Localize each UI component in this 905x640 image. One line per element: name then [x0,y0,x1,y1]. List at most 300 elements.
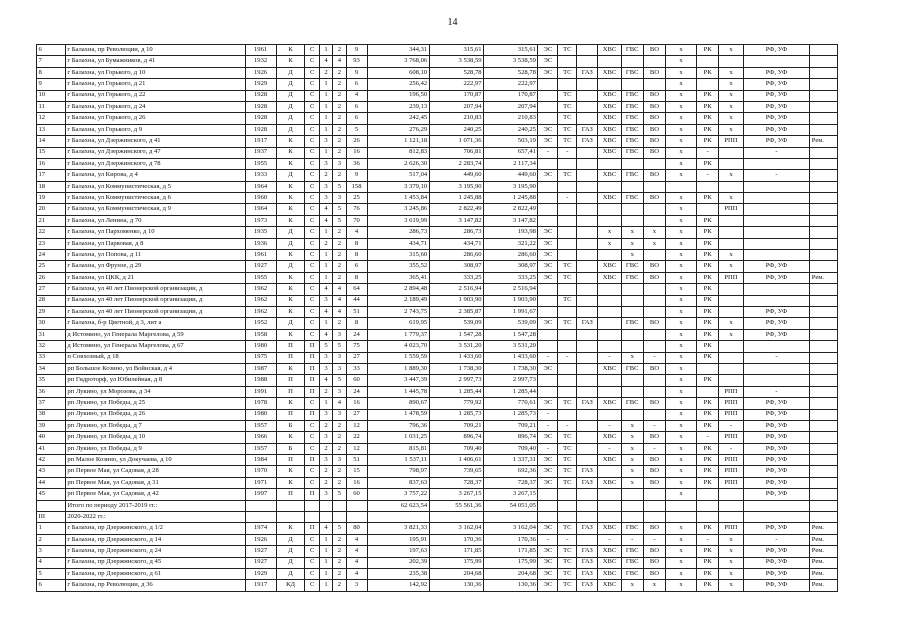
address-cell: г Балахна, ул Попова, д 11 [65,250,245,261]
apartments-cell [346,500,367,511]
floors-cell: 1 [319,318,332,329]
note-cell [810,250,838,261]
utility-hot-water-cell: ГВС [621,523,643,534]
total-area-cell: 365,41 [367,272,429,283]
utility-gas-cell [577,215,598,226]
utility-cold-water-cell: ХВС [598,432,621,443]
living-area-cell: 204,68 [429,568,483,579]
work-lift-cell: х [719,79,743,90]
work-roof-cell: РК [697,409,719,420]
total-area-cell: 3 619,99 [367,215,429,226]
entrances-cell: 2 [333,557,346,568]
utility-sewer-cell: ВО [643,523,665,534]
utility-power-cell [538,90,558,101]
utility-hot-water-cell: х [621,238,643,249]
wall-material-cell: Д [276,124,305,135]
table-row [37,409,838,420]
note-cell [810,101,838,112]
row-number-cell: 11 [37,101,66,112]
col-x-cell: х [666,580,697,591]
living-area-cell: 315,61 [429,45,483,56]
apartments-cell: 16 [346,477,367,488]
total-area-cell: 344,31 [367,45,429,56]
address-cell: г Балахна, ул Парковая, д 8 [65,238,245,249]
utility-gas-cell [577,45,598,56]
private-area-cell: 207,94 [484,101,538,112]
work-roof-cell: РК [697,341,719,352]
apartments-cell: 6 [346,261,367,272]
note-cell: Рем. [810,580,838,591]
living-area-cell: 55 561,36 [429,500,483,511]
wall-material-cell: К [276,136,305,147]
utility-hot-water-cell: ГВС [621,546,643,557]
utility-cold-water-cell [598,306,621,317]
build-year-cell: 1928 [245,124,276,135]
private-area-cell: 503,19 [484,136,538,147]
utility-hot-water-cell [621,158,643,169]
utility-heat-cell: ТС [558,124,577,135]
note-cell [810,352,838,363]
note-cell [810,306,838,317]
work-lift-cell [719,341,743,352]
work-roof-cell: РК [697,113,719,124]
utility-hot-water-cell: ГВС [621,113,643,124]
apartments-cell: 70 [346,215,367,226]
table-row [37,466,838,477]
private-area-cell: 2 117,34 [484,158,538,169]
floors-cell: 1 [319,45,332,56]
work-facade-cell: - [743,386,810,397]
row-number-cell: 1 [37,523,66,534]
utility-power-cell [538,101,558,112]
utility-power-cell [538,193,558,204]
row-number-cell: 12 [37,113,66,124]
private-area-cell: 240,25 [484,124,538,135]
utility-heat-cell [558,181,577,192]
utility-hot-water-cell: ГВС [621,568,643,579]
row-number-cell: 13 [37,124,66,135]
house-class-cell: С [305,477,319,488]
floors-cell: 1 [319,227,332,238]
utility-heat-cell [558,489,577,500]
housing-registry-table [36,44,838,592]
utility-gas-cell: ГАЗ [577,568,598,579]
utility-hot-water-cell: х [621,420,643,431]
work-facade-cell: РФ, УФ [743,113,810,124]
private-area-cell: 286,60 [484,250,538,261]
utility-hot-water-cell [621,181,643,192]
address-cell: г Балахна, ул Дзержинского, д 78 [65,158,245,169]
floors-cell: 1 [319,568,332,579]
utility-cold-water-cell [598,409,621,420]
utility-cold-water-cell: х [598,227,621,238]
col-x-cell: х [666,170,697,181]
work-roof-cell [697,512,719,523]
utility-hot-water-cell: х [621,455,643,466]
col-x-cell: х [666,124,697,135]
build-year-cell: 1927 [245,546,276,557]
living-area-cell: 779,92 [429,398,483,409]
row-number-cell: 4 [37,557,66,568]
total-area-cell: 4 023,70 [367,341,429,352]
utility-gas-cell [577,272,598,283]
living-area-cell: 170,87 [429,90,483,101]
floors-cell: 2 [319,386,332,397]
build-year-cell: 1991 [245,386,276,397]
apartments-cell: 5 [346,124,367,135]
build-year-cell: 1987 [245,363,276,374]
work-roof-cell: РК [697,101,719,112]
address-cell: рп Большое Козино, ул Войнская, д 4 [65,363,245,374]
address-cell: г Балахна, ул 40 лет Пионерской организации, д [65,295,245,306]
work-lift-cell: РПП [719,272,743,283]
work-lift-cell: х [719,557,743,568]
note-cell [810,432,838,443]
utility-hot-water-cell [621,56,643,67]
utility-gas-cell: ГАЗ [577,557,598,568]
work-roof-cell: РК [697,568,719,579]
utility-power-cell: - [538,534,558,545]
utility-heat-cell: ТС [558,67,577,78]
floors-cell: 3 [319,489,332,500]
entrances-cell: 4 [333,56,346,67]
wall-material-cell: Д [276,238,305,249]
floors-cell: 4 [319,215,332,226]
utility-gas-cell [577,181,598,192]
apartments-cell: 4 [346,534,367,545]
living-area-cell: 3 267,15 [429,489,483,500]
entrances-cell: 2 [333,250,346,261]
house-class-cell: П [305,455,319,466]
living-area-cell: 1 738,30 [429,363,483,374]
utility-power-cell [538,181,558,192]
private-area-cell: 657,41 [484,147,538,158]
total-area-cell: 837,63 [367,477,429,488]
entrances-cell: 3 [333,352,346,363]
work-roof-cell: - [697,534,719,545]
utility-gas-cell [577,534,598,545]
entrances-cell: 2 [333,261,346,272]
floors-cell: 1 [319,398,332,409]
utility-cold-water-cell: - [598,420,621,431]
total-area-cell: 142,92 [367,580,429,591]
utility-heat-cell [558,500,577,511]
apartments-cell: 44 [346,295,367,306]
col-x-cell: х [666,466,697,477]
floors-cell: 1 [319,580,332,591]
utility-sewer-cell [643,250,665,261]
work-roof-cell [697,363,719,374]
utility-power-cell: - [538,443,558,454]
utility-heat-cell: ТС [558,261,577,272]
wall-material-cell: К [276,363,305,374]
build-year-cell: 1964 [245,181,276,192]
col-x-cell: х [666,443,697,454]
utility-gas-cell [577,386,598,397]
work-lift-cell: РПП [719,409,743,420]
col-x-cell: х [666,557,697,568]
utility-sewer-cell: ВО [643,170,665,181]
total-area-cell: 796,36 [367,420,429,431]
note-cell: Рем. [810,136,838,147]
private-area-cell: 130,36 [484,580,538,591]
wall-material-cell [276,512,305,523]
address-cell: рп Лукино, ул Победы, д 25 [65,398,245,409]
total-area-cell: 798,97 [367,466,429,477]
table-row [37,284,838,295]
col-x-cell: х [666,204,697,215]
utility-cold-water-cell: ХВС [598,363,621,374]
entrances-cell: 2 [333,546,346,557]
col-x-cell: х [666,215,697,226]
work-facade-cell: РФ, УФ [743,272,810,283]
floors-cell: 1 [319,147,332,158]
utility-heat-cell: - [558,147,577,158]
living-area-cell: 1 285,73 [429,409,483,420]
apartments-cell: 24 [346,386,367,397]
apartments-cell: 93 [346,56,367,67]
utility-heat-cell: ТС [558,580,577,591]
utility-sewer-cell [643,215,665,226]
address-cell: г Балахна, ул Горького, д 26 [65,113,245,124]
work-lift-cell: х [719,90,743,101]
utility-gas-cell [577,329,598,340]
private-area-cell: 1 991,67 [484,306,538,317]
work-lift-cell [719,295,743,306]
work-facade-cell [743,341,810,352]
work-facade-cell: - [743,352,810,363]
utility-cold-water-cell [598,295,621,306]
work-facade-cell: - [743,147,810,158]
entrances-cell: 2 [333,101,346,112]
private-area-cell: 3 162,04 [484,523,538,534]
utility-sewer-cell: ВО [643,261,665,272]
utility-heat-cell: ТС [558,295,577,306]
table-row [37,500,838,511]
apartments-cell: 51 [346,306,367,317]
house-class-cell: С [305,420,319,431]
wall-material-cell: Д [276,568,305,579]
floors-cell: 1 [319,272,332,283]
work-facade-cell: РФ, УФ [743,466,810,477]
note-cell [810,386,838,397]
work-facade-cell [743,227,810,238]
total-area-cell: 195,91 [367,534,429,545]
address-cell: г Балахна, ул Горького, д 21 [65,79,245,90]
utility-cold-water-cell: ХВС [598,557,621,568]
utility-hot-water-cell: ГВС [621,147,643,158]
table-row [37,318,838,329]
private-area-cell: 171,85 [484,546,538,557]
utility-heat-cell [558,375,577,386]
wall-material-cell: Д [276,261,305,272]
utility-power-cell: - [538,409,558,420]
house-class-cell: С [305,136,319,147]
col-x-cell [666,512,697,523]
work-lift-cell: х [719,261,743,272]
utility-hot-water-cell: ГВС [621,90,643,101]
utility-hot-water-cell: ГВС [621,170,643,181]
total-area-cell: 1 031,25 [367,432,429,443]
house-class-cell: С [305,284,319,295]
utility-hot-water-cell: х [621,352,643,363]
wall-material-cell: Д [276,79,305,90]
build-year-cell: 1917 [245,136,276,147]
work-facade-cell [743,215,810,226]
utility-heat-cell [558,204,577,215]
work-facade-cell: РФ, УФ [743,261,810,272]
utility-hot-water-cell: х [621,580,643,591]
row-number-cell: 35 [37,375,66,386]
living-area-cell: 709,21 [429,420,483,431]
total-area-cell: 3 245,86 [367,204,429,215]
work-facade-cell: РФ, УФ [743,45,810,56]
private-area-cell: 321,22 [484,238,538,249]
wall-material-cell: Б [276,443,305,454]
floors-cell: 4 [319,204,332,215]
note-cell: Рем. [810,568,838,579]
apartments-cell: 6 [346,101,367,112]
build-year-cell: 1917 [245,580,276,591]
house-class-cell: С [305,398,319,409]
utility-hot-water-cell: ГВС [621,272,643,283]
build-year-cell: 1955 [245,158,276,169]
apartments-cell: 60 [346,489,367,500]
entrances-cell: 5 [333,523,346,534]
work-facade-cell: РФ, УФ [743,523,810,534]
row-number-cell: 33 [37,352,66,363]
work-lift-cell [719,284,743,295]
col-x-cell: х [666,250,697,261]
apartments-cell: 9 [346,45,367,56]
note-cell [810,512,838,523]
work-facade-cell [743,512,810,523]
apartments-cell: 9 [346,67,367,78]
floors-cell: 2 [319,477,332,488]
work-facade-cell [743,193,810,204]
work-roof-cell: РК [697,238,719,249]
work-lift-cell: РПП [719,204,743,215]
wall-material-cell: КД [276,580,305,591]
living-area-cell: 130,36 [429,580,483,591]
living-area-cell: 896,74 [429,432,483,443]
utility-sewer-cell: ВО [643,455,665,466]
private-area-cell: 175,99 [484,557,538,568]
utility-heat-cell [558,56,577,67]
utility-gas-cell [577,261,598,272]
note-cell [810,227,838,238]
private-area-cell: 170,36 [484,534,538,545]
work-roof-cell: РК [697,90,719,101]
floors-cell: 3 [319,409,332,420]
note-cell [810,466,838,477]
build-year-cell: 1962 [245,306,276,317]
utility-cold-water-cell [598,466,621,477]
apartments-cell: 12 [346,420,367,431]
table-row [37,250,838,261]
apartments-cell: 22 [346,432,367,443]
utility-gas-cell: ГАЗ [577,466,598,477]
private-area-cell: 728,37 [484,477,538,488]
row-number-cell: 18 [37,181,66,192]
work-roof-cell: РК [697,227,719,238]
utility-heat-cell: ТС [558,90,577,101]
table-row [37,79,838,90]
living-area-cell: 449,60 [429,170,483,181]
utility-cold-water-cell [598,215,621,226]
private-area-cell: 3 538,59 [484,56,538,67]
apartments-cell: 33 [346,363,367,374]
floors-cell: 2 [319,466,332,477]
utility-gas-cell [577,363,598,374]
build-year-cell: 1926 [245,534,276,545]
utility-sewer-cell [643,204,665,215]
total-area-cell: 608,10 [367,67,429,78]
table-row [37,238,838,249]
col-x-cell: х [666,341,697,352]
entrances-cell: 4 [333,398,346,409]
floors-cell: 1 [319,557,332,568]
utility-sewer-cell: ВО [643,101,665,112]
house-class-cell: С [305,215,319,226]
utility-cold-water-cell: ХВС [598,67,621,78]
utility-hot-water-cell: х [621,443,643,454]
floors-cell: 4 [319,329,332,340]
utility-power-cell: ЭС [538,136,558,147]
utility-power-cell: ЭС [538,238,558,249]
utility-hot-water-cell [621,306,643,317]
utility-heat-cell [558,512,577,523]
floors-cell: 5 [319,341,332,352]
floors-cell: 3 [319,363,332,374]
utility-power-cell [538,295,558,306]
address-cell: г Балахна, ул Горького, д 24 [65,101,245,112]
utility-gas-cell [577,227,598,238]
col-x-cell: х [666,477,697,488]
living-area-cell: 171,85 [429,546,483,557]
floors-cell: 1 [319,90,332,101]
entrances-cell: 2 [333,238,346,249]
address-cell: рп Лукино, ул Морозова, д 34 [65,386,245,397]
utility-power-cell [538,512,558,523]
living-area-cell: 286,60 [429,250,483,261]
table-row [37,101,838,112]
house-class-cell: С [305,227,319,238]
utility-cold-water-cell: ХВС [598,523,621,534]
living-area-cell: 2 822,49 [429,204,483,215]
utility-sewer-cell [643,181,665,192]
col-x-cell: х [666,329,697,340]
address-cell: г Балахна, ул Ленина, д 70 [65,215,245,226]
utility-power-cell: ЭС [538,546,558,557]
address-cell: рп Гидроторф, ул Юбилейная, д 8 [65,375,245,386]
utility-hot-water-cell [621,329,643,340]
build-year-cell: 1936 [245,238,276,249]
house-class-cell: С [305,193,319,204]
col-x-cell [666,500,697,511]
house-class-cell: С [305,272,319,283]
build-year-cell [245,500,276,511]
utility-cold-water-cell [598,512,621,523]
private-area-cell: 210,83 [484,113,538,124]
work-facade-cell: РФ, УФ [743,477,810,488]
apartments-cell: 4 [346,90,367,101]
build-year-cell: 1929 [245,79,276,90]
address-cell: рп Малое Козино, ул Докучаева, д 10 [65,455,245,466]
table-row [37,329,838,340]
utility-sewer-cell [643,409,665,420]
house-class-cell: С [305,295,319,306]
